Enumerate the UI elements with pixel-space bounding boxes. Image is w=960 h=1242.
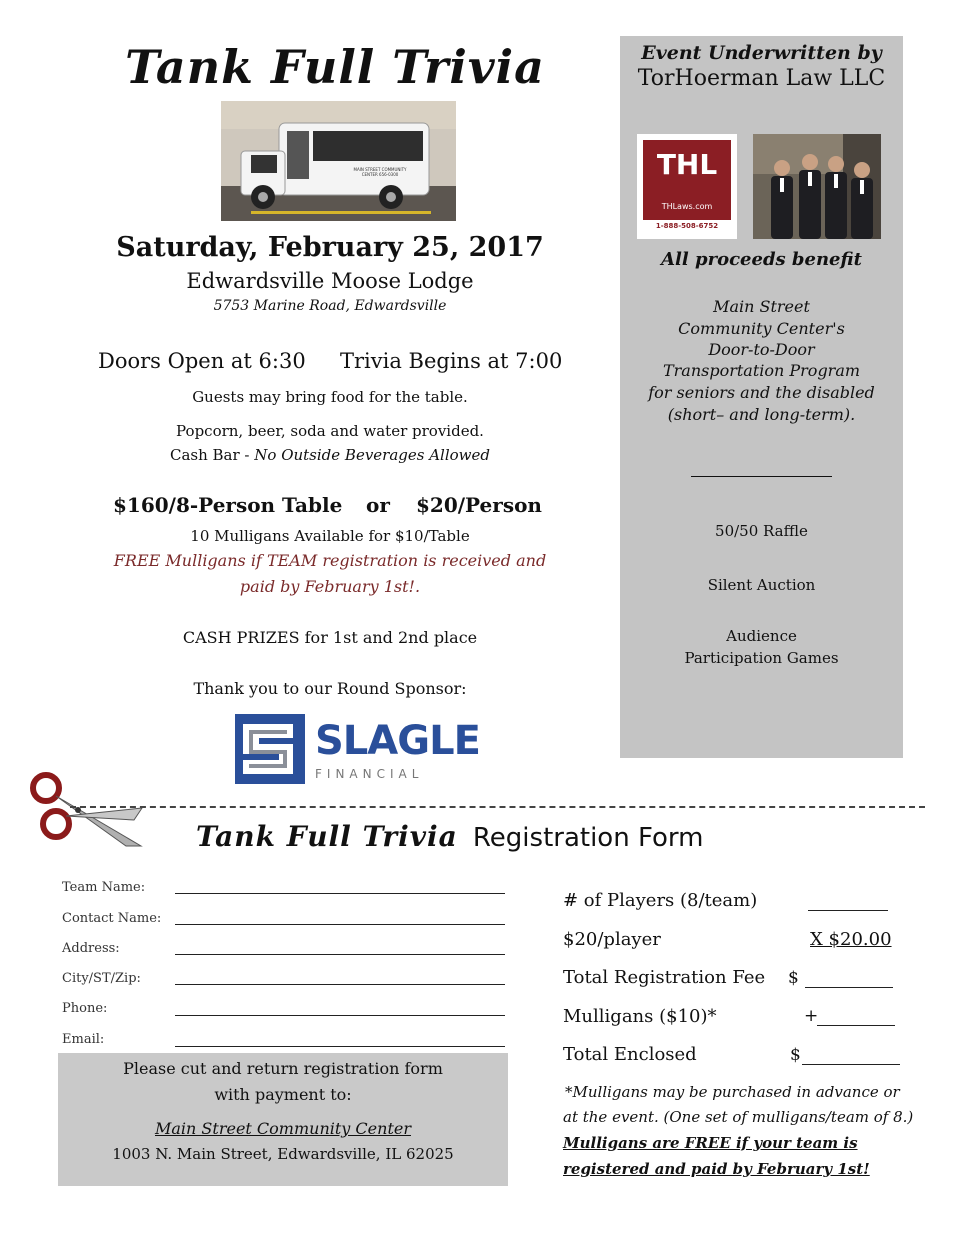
mulligans-label: Mulligans ($10)* bbox=[563, 1006, 717, 1027]
address-field[interactable] bbox=[175, 954, 505, 955]
thl-logo bbox=[637, 134, 737, 239]
return-instructions bbox=[58, 1053, 508, 1186]
total-fee-label: Total Registration Fee bbox=[563, 967, 766, 988]
cash-bar-note bbox=[60, 446, 600, 464]
free-mulligans-line-2: paid by February 1st!. bbox=[239, 577, 421, 596]
slagle-name: SLAGLE bbox=[315, 718, 480, 764]
games-line-1: Audience bbox=[726, 627, 797, 645]
thl-letters: THL bbox=[656, 148, 718, 181]
field-label-address: Address: bbox=[62, 941, 120, 956]
slagle-mark-icon bbox=[235, 714, 307, 784]
cash-bar-rule: No Outside Beverages Allowed bbox=[254, 446, 491, 464]
mulligans-offer: 10 Mulligans Available for $10/Table bbox=[190, 527, 470, 545]
thl-phone: 1-888-508-6752 bbox=[655, 222, 719, 230]
food-note: Guests may bring food for the table. bbox=[192, 388, 468, 406]
players-field[interactable] bbox=[808, 910, 888, 911]
per-player-label: $20/player bbox=[563, 929, 661, 950]
beneficiary-line-1: Main Street bbox=[713, 297, 810, 316]
people-icon bbox=[753, 134, 881, 239]
slagle-sub: FINANCIAL bbox=[315, 767, 424, 781]
form-heading bbox=[196, 820, 816, 860]
underwriter-firm: TorHoerman Law LLC bbox=[637, 66, 886, 91]
field-label-contact: Contact Name: bbox=[62, 911, 162, 926]
beneficiary-line-5: for seniors and the disabled bbox=[648, 383, 875, 402]
event-venue: Edwardsville Moose Lodge bbox=[186, 269, 474, 293]
price-or: or bbox=[366, 493, 390, 517]
bus-text: MAIN STREET COMMUNITY CENTER 656-0300 bbox=[353, 167, 407, 177]
provided-note: Popcorn, beer, soda and water provided. bbox=[176, 422, 484, 440]
underwriter-sidebar bbox=[620, 36, 903, 758]
beneficiary-line-4: Transportation Program bbox=[662, 361, 861, 380]
return-line-1: Please cut and return registration form bbox=[123, 1059, 443, 1078]
bus-photo bbox=[221, 101, 456, 221]
field-label-email: Email: bbox=[62, 1032, 105, 1047]
footnote-line-3: Mulligans are FREE if your team is bbox=[563, 1134, 858, 1152]
beneficiary-line-2: Community Center's bbox=[678, 319, 845, 338]
underwritten-by: Event Underwritten by bbox=[641, 42, 882, 64]
footnote-line-4: registered and paid by February 1st! bbox=[563, 1160, 870, 1178]
mulligans-sign: + bbox=[804, 1006, 819, 1026]
proceeds-benefit: All proceeds benefit bbox=[661, 249, 862, 270]
total-enclosed-field[interactable] bbox=[802, 1064, 900, 1065]
contact-name-field[interactable] bbox=[175, 924, 505, 925]
city-st-zip-field[interactable] bbox=[175, 984, 505, 985]
field-label-phone: Phone: bbox=[62, 1001, 108, 1016]
total-fee-sign: $ bbox=[788, 968, 799, 988]
footnote-line-1: *Mulligans may be purchased in advance or bbox=[565, 1083, 900, 1101]
field-label-team: Team Name: bbox=[62, 880, 146, 895]
free-mulligans-line-1: FREE Mulligans if TEAM registration is received and bbox=[113, 551, 547, 570]
trivia-begins: Trivia Begins at 7:00 bbox=[340, 349, 563, 373]
bus-icon bbox=[221, 101, 456, 221]
games-line-2: Participation Games bbox=[684, 649, 839, 667]
players-label: # of Players (8/team) bbox=[563, 890, 758, 911]
form-title-plain: Registration Form bbox=[472, 823, 704, 853]
price-person: $20/Person bbox=[416, 493, 542, 517]
return-org: Main Street Community Center bbox=[155, 1119, 411, 1138]
total-enclosed-sign: $ bbox=[790, 1045, 801, 1065]
return-line-2: with payment to: bbox=[214, 1085, 352, 1104]
event-date: Saturday, February 25, 2017 bbox=[116, 232, 544, 263]
raffle: 50/50 Raffle bbox=[715, 522, 808, 540]
event-address: 5753 Marine Road, Edwardsville bbox=[213, 298, 447, 314]
cash-bar-prefix: Cash Bar - bbox=[169, 446, 255, 464]
beneficiary-line-6: (short– and long-term). bbox=[667, 405, 856, 424]
thl-site: THLaws.com bbox=[661, 202, 713, 211]
price-table: $160/8-Person Table bbox=[113, 493, 343, 517]
cut-line bbox=[70, 806, 925, 808]
mulligans-field[interactable] bbox=[817, 1025, 895, 1026]
beneficiary-line-3: Door-to-Door bbox=[708, 340, 815, 359]
sidebar-divider bbox=[691, 476, 832, 477]
slagle-logo bbox=[235, 714, 480, 784]
doors-open: Doors Open at 6:30 bbox=[98, 349, 306, 373]
sponsor-thanks: Thank you to our Round Sponsor: bbox=[193, 679, 467, 698]
total-enclosed-label: Total Enclosed bbox=[563, 1044, 697, 1065]
event-title: Tank Full Trivia bbox=[125, 40, 545, 94]
cash-prizes: CASH PRIZES for 1st and 2nd place bbox=[182, 628, 478, 647]
email-field[interactable] bbox=[175, 1046, 505, 1047]
scissors-icon bbox=[26, 766, 146, 852]
return-address: 1003 N. Main Street, Edwardsville, IL 62025 bbox=[112, 1145, 454, 1163]
field-label-city: City/ST/Zip: bbox=[62, 971, 141, 986]
attorneys-photo bbox=[753, 134, 881, 239]
team-name-field[interactable] bbox=[175, 893, 505, 894]
per-player-value: X $20.00 bbox=[810, 929, 892, 950]
form-title-script: Tank Full Trivia bbox=[196, 820, 458, 853]
total-fee-field[interactable] bbox=[805, 987, 893, 988]
silent-auction: Silent Auction bbox=[707, 576, 816, 594]
phone-field[interactable] bbox=[175, 1015, 505, 1016]
footnote-line-2: at the event. (One set of mulligans/team of 8.) bbox=[563, 1108, 914, 1126]
